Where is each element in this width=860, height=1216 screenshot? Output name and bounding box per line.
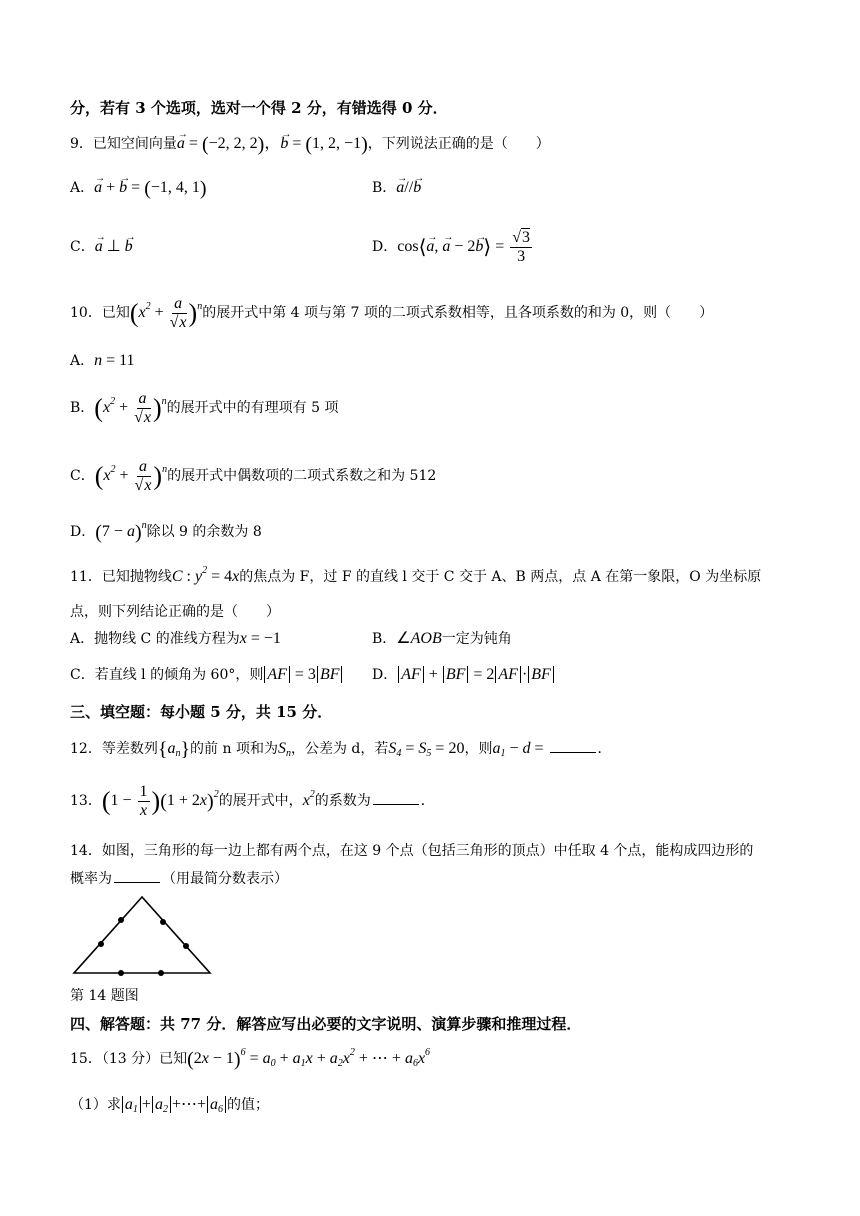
q15-prefix: 15．（13 分）已知 xyxy=(70,1051,188,1067)
question-10-stem: 10．已知($x^2$ + $\frac{a}{√x}$ )$^n$的展开式中第 4 项与第 7 项的二项式系数相等，且各项系数的和为 0，则（ ） xyxy=(70,294,714,331)
q12-prefix: 12．等差数列 xyxy=(70,741,158,757)
q11-option-b: B．∠AOB一定为钝角 xyxy=(372,630,512,647)
triangle-point xyxy=(118,917,124,923)
q11-option-c-text: C．若直线 l 的倾角为 60°，则 xyxy=(70,667,264,683)
q14-caption: 第 14 题图 xyxy=(70,988,139,1004)
q10-option-c-label: C． xyxy=(70,468,95,484)
q15-part-1: （1）求 $a_1 + a_2$ +⋯+ $a_6$ 的值； xyxy=(70,1096,269,1115)
question-13: 13．(1 − $\frac{1}{x}$ )$(1 + 2x)^2$的展开式中，$x^2$的系数为 ． xyxy=(70,782,435,819)
triangle-point xyxy=(118,970,124,976)
q11-option-c: C．若直线 l 的倾角为 60°，则 AF = 3 BF xyxy=(70,664,343,686)
q14-answer-blank[interactable] xyxy=(114,868,160,883)
triangle-outline xyxy=(74,897,210,973)
q11-option-b-text: 一定为钝角 xyxy=(441,631,512,647)
section-4-heading: 四、解答题：共 77 分．解答应写出必要的文字说明、演算步骤和推理过程． xyxy=(70,1015,582,1033)
section-3-heading: 三、填空题：每小题 5 分，共 15 分． xyxy=(70,703,333,721)
q11-option-a: A．抛物线 C 的准线方程为x = −1 xyxy=(70,630,281,647)
q14-line2-prefix: 概率为 xyxy=(70,871,112,887)
q13-mid: 的展开式中， xyxy=(218,793,303,809)
q11-stem-prefix: 11．已知抛物线 xyxy=(70,569,172,585)
q11-option-a-text: A．抛物线 C 的准线方程为 xyxy=(70,631,240,647)
q10-stem-tail: 的展开式中第 4 项与第 7 项的二项式系数相等，且各项系数的和为 0，则（ ） xyxy=(202,305,714,321)
q9-option-c-label: C． xyxy=(70,239,95,255)
triangle-point xyxy=(183,943,189,949)
q9-stem-tail: ，下列说法正确的是（ ） xyxy=(367,136,550,152)
q12-mid3: ，则 xyxy=(464,741,493,757)
q10-option-c-text: 的展开式中偶数项的二项式系数之和为 512 xyxy=(167,468,437,484)
triangle-point xyxy=(158,970,164,976)
q12-mid2: ，公差为 d，若 xyxy=(290,741,389,757)
q9-option-a-label: A． xyxy=(70,180,95,196)
q15-part1-tail: 的值； xyxy=(227,1097,269,1113)
section-note: 分，若有 3 个选项，选对一个得 2 分，有错选得 0 分． xyxy=(70,99,448,117)
q10-option-d: D．$(7 - a)^n$除以 9 的余数为 8 xyxy=(70,520,262,544)
q10-stem-prefix: 10．已知 xyxy=(70,305,130,321)
triangle-point xyxy=(98,941,104,947)
question-15: 15．（13 分）已知$(2x - 1)^6 = a_0 + a_1x + a_2x^2$ + ⋯ + $a_6x^6$ xyxy=(70,1047,431,1071)
q9-option-b: B．→ a//→ b xyxy=(372,177,421,199)
q10-option-b: B．($x^2$ + $\frac{a}{√x}$ )$^n$的展开式中的有理项有 5 项 xyxy=(70,389,339,426)
q10-option-b-label: B． xyxy=(70,400,95,416)
q10-option-c: C．($x^2$ + $\frac{a}{√x}$ )$^n$的展开式中偶数项的二项式系数之和为 512 xyxy=(70,457,437,494)
q14-line2 xyxy=(70,868,288,890)
q9-option-a: A．→ a + → b = (−1, 4, 1) xyxy=(70,177,207,199)
q10-option-b-text: 的展开式中的有理项有 5 项 xyxy=(166,400,339,416)
q9-stem-text: 9．已知空间向量 xyxy=(70,136,177,152)
q9-vector-a: → a = (−2, 2, 2)，→ b = (1, 2, −1) xyxy=(177,135,368,152)
q10-option-d-text: 除以 9 的余数为 8 xyxy=(146,524,262,540)
q13-prefix: 13． xyxy=(70,793,102,809)
q11-stem-tail: 的焦点为 F，过 F 的直线 l 交于 C 交于 A、B 两点，点 A 在第一象限，O 为坐标原 xyxy=(239,569,762,585)
q10-option-a: A．n = 11 xyxy=(70,352,135,369)
question-11-stem: 11．已知抛物线C : $y^2 = 4x$的焦点为 F，过 F 的直线 l 交于 C 交于 A、B 两点，点 A 在第一象限，O 为坐标原 xyxy=(70,565,762,585)
q9-option-b-label: B． xyxy=(372,180,397,196)
triangle-point xyxy=(160,919,166,925)
q12-answer-blank[interactable] xyxy=(550,738,596,753)
question-12: 12．等差数列$\{a_n\}$的前 n 项和为$S_n$，公差为 d，若$S_4 = S_5 = 20$，则$a_1 - d$ = ． xyxy=(70,738,612,761)
q15-part1-prefix: （1）求 xyxy=(70,1097,121,1113)
q9-option-c: C．→ a ⊥ → b xyxy=(70,236,133,258)
q14-line1: 14．如图，三角形的每一边上都有两个点，在这 9 个点（包括三角形的顶点）中任取 4 个点，能构成四边形的 xyxy=(70,843,754,859)
q13-tail: 的系数为 xyxy=(314,793,371,809)
q10-option-a-label: A． xyxy=(70,353,95,369)
q11-option-d: D． AF + BF = 2 AF · BF xyxy=(372,664,555,686)
q11-option-d-label: D． xyxy=(372,667,398,683)
q9-option-d-label: D． xyxy=(372,239,398,255)
q10-option-d-label: D． xyxy=(70,524,96,540)
q14-line2-tail: （用最简分数表示） xyxy=(162,871,288,887)
q14-triangle-figure xyxy=(70,893,216,977)
q13-end: ． xyxy=(420,793,435,809)
q12-mid1: 的前 n 项和为 xyxy=(190,741,278,757)
q9-option-d: D．cos⟨→ a, → a − 2→ b⟩ = $\frac{√3}{3}$ xyxy=(372,224,534,270)
q11-option-b-label: B． xyxy=(372,631,397,647)
q11-stem-line2: 点，则下列结论正确的是（ ） xyxy=(70,604,280,620)
question-9-stem xyxy=(70,133,550,155)
q13-answer-blank[interactable] xyxy=(373,790,419,805)
q12-end: ． xyxy=(597,741,612,757)
